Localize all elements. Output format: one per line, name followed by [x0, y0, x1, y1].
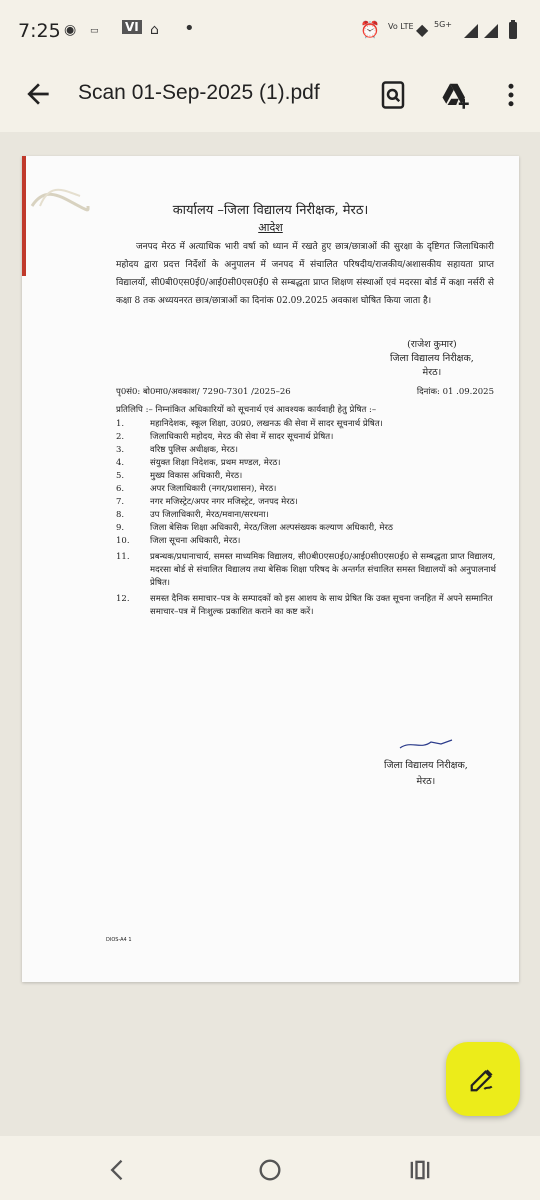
signature-block-1	[390, 338, 474, 380]
signal-2-icon	[484, 24, 498, 38]
alarm-icon: ⏰	[360, 20, 380, 39]
nav-back-icon[interactable]	[104, 1156, 132, 1184]
drive-add-icon[interactable]	[440, 80, 470, 110]
list-item: 8. उप जिलाधिकारी, मेरठ/मवाना/सरधना।	[116, 510, 269, 520]
more-vert-icon[interactable]	[496, 80, 526, 110]
vi-app-icon: VI	[122, 20, 142, 34]
pdf-page[interactable]	[22, 156, 519, 982]
signatory-place: मेरठ।	[422, 367, 442, 378]
edit-pen-icon	[468, 1064, 498, 1094]
document-subheading: आदेश	[258, 221, 283, 234]
list-item: 4. संयुक्त शिक्षा निदेशक, प्रथम मण्डल, मेरठ।	[116, 458, 281, 468]
list-item: 5. मुख्य विकास अधिकारी, मेरठ।	[116, 471, 243, 481]
list-item: 6. अपर जिलाधिकारी (नगर/प्रशासन), मेरठ।	[116, 484, 277, 494]
nav-recents-icon[interactable]	[406, 1156, 434, 1184]
order-paragraph: जनपद मेरठ में अत्याधिक भारी वर्षा को ध्यान में रखते हुए छात्र/छात्राओं की सुरक्षा के दृष्टिगत जिलाधिकारी महोदय द्वारा प्रदत्त निर्देशों के अनुपालन में जनपद में संचालित परिषदीय/राजकीय/अशासकीय सहायता प्राप्त विद्यालयों, सी0बी0एस0ई0/आई0सी0एस0ई0 से सम्बद्धता प्राप्त शिक्षण संस्थाओं एवं मदरसा बोर्ड में कक्षा नर्सरी से कक्षा 8 तक अध्ययनरत छात्र/छात्राओं का दिनांक 02.09.2025 अवकाश घोषित किया जाता है।	[116, 242, 494, 306]
list-item: 12. समस्त दैनिक समाचार–पत्र के सम्पादकों को इस आशय के साथ प्रेषित कि उक्त सूचना जनहित में अपने सम्मानित समाचार–पत्र में निःशुल्क प्रकाशित कराने का कष्ट करें।	[116, 594, 493, 617]
signatory-designation: जिला विद्यालय निरीक्षक,	[390, 353, 474, 364]
system-nav-bar	[0, 1136, 540, 1200]
reference-number: पृ0सं0: बो0मा0/अवकाश/ 7290-7301 /2025–26	[116, 387, 291, 397]
volte-icon: Vo LTE	[388, 22, 414, 31]
list-item: 2. जिलाधिकारी महोदय, मेरठ की सेवा में सादर सूचनार्थ प्रेषित।	[116, 432, 334, 442]
battery-icon	[508, 20, 518, 40]
document-search-icon[interactable]	[378, 80, 408, 110]
copy-list	[116, 418, 506, 619]
signal-icon	[464, 24, 478, 38]
whatsapp-icon: ◉	[64, 22, 77, 38]
nav-home-icon[interactable]	[256, 1156, 284, 1184]
more-notifications-dot-icon: •	[184, 18, 195, 39]
status-time: 7:25	[18, 20, 61, 42]
hotspot-icon: ◆	[416, 20, 429, 39]
notification-icon: ▭	[90, 26, 99, 36]
list-item: 10. जिला सूचना अधिकारी, मेरठ।	[116, 536, 241, 546]
document-heading: कार्यालय –जिला विद्यालय निरीक्षक, मेरठ।	[172, 203, 369, 218]
signature-block-2	[384, 736, 468, 790]
copy-heading: प्रतिलिपि :– निम्नांकित अधिकारियों को सूचनार्थ एवं आवश्यक कार्यवाही हेतु प्रेषित :–	[116, 405, 377, 415]
arrow-back-icon[interactable]	[22, 78, 54, 110]
reference-line	[116, 386, 506, 397]
signatory-name: (राजेश कुमार)	[407, 339, 457, 350]
list-item: 3. वरिष्ठ पुलिस अधीक्षक, मेरठ।	[116, 445, 239, 455]
app-bar	[0, 64, 540, 132]
app-notification-icon: ⌂	[150, 22, 159, 38]
edit-fab-button[interactable]	[446, 1042, 520, 1116]
network-type-icon: 5G+	[434, 20, 452, 29]
signatory-2-place: मेरठ।	[416, 776, 436, 787]
list-item: 7. नगर मजिस्ट्रेट/अपर नगर मजिस्ट्रेट, जनपद मेरठ।	[116, 497, 298, 507]
list-item: 9. जिला बेसिक शिक्षा अधिकारी, मेरठ/जिला अल्पसंख्यक कल्याण अधिकारी, मेरठ	[116, 523, 393, 533]
list-item: 11. प्रबन्धक/प्रधानाचार्य, समस्त माध्यमिक विद्यालय, सी0बी0एस0ई0/आई0सी0एस0ई0 से सम्बद्धता प्राप्त विद्यालय, मदरसा बोर्ड से संचालित विद्यालय तथा बेसिक शिक्षा परिषद के अन्तर्गत संचालित समस्त विद्यालयों को अनुपालनार्थ प्रेषित।	[116, 552, 496, 588]
signatory-2-designation: जिला विद्यालय निरीक्षक,	[384, 760, 468, 771]
status-bar	[0, 0, 540, 64]
list-item: 1. महानिदेशक, स्कूल शिक्षा, उ0प्र0, लखनऊ की सेवा में सादर सूचनार्थ प्रेषित।	[116, 419, 383, 429]
footer-code: DIOS-A4 1	[106, 937, 132, 943]
reference-date: दिनांक: 01 .09.2025	[416, 387, 494, 397]
document-title: Scan 01-Sep-2025 (1).pdf	[78, 81, 320, 104]
signature-mark	[396, 736, 456, 752]
